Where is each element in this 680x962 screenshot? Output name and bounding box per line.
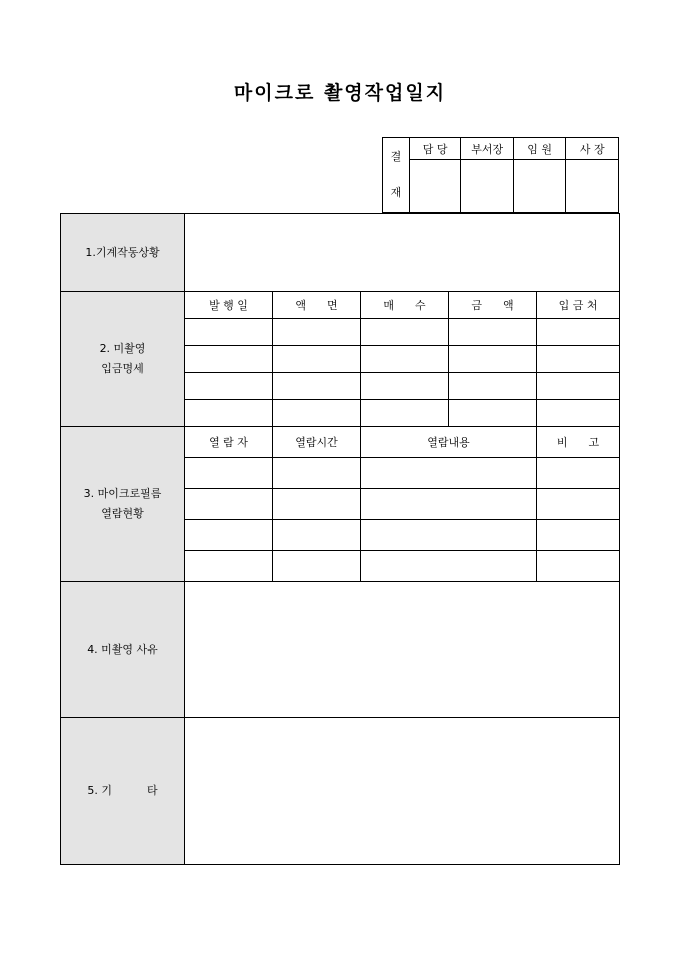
approval-sign-dept-head[interactable] bbox=[461, 160, 514, 213]
section-3-cell[interactable] bbox=[361, 489, 537, 520]
section-2-header-count: 매 수 bbox=[361, 292, 449, 319]
section-2-cell[interactable] bbox=[537, 373, 620, 400]
section-4-content[interactable] bbox=[185, 582, 620, 718]
section-2-cell[interactable] bbox=[185, 319, 273, 346]
section-2-cell[interactable] bbox=[273, 319, 361, 346]
section-3-header-viewer: 열 람 자 bbox=[185, 427, 273, 458]
section-2-cell[interactable] bbox=[449, 319, 537, 346]
section-2-cell[interactable] bbox=[537, 319, 620, 346]
approval-label-top: 결 bbox=[390, 150, 402, 163]
work-log-table bbox=[60, 213, 620, 865]
approval-label-bottom: 재 bbox=[390, 186, 402, 199]
section-2-cell[interactable] bbox=[185, 346, 273, 373]
approval-box bbox=[382, 137, 619, 213]
section-2-cell[interactable] bbox=[449, 373, 537, 400]
section-3-cell[interactable] bbox=[537, 489, 620, 520]
section-3-cell[interactable] bbox=[273, 458, 361, 489]
section-3-cell[interactable] bbox=[273, 551, 361, 582]
section-3-cell[interactable] bbox=[185, 489, 273, 520]
section-3-cell[interactable] bbox=[537, 458, 620, 489]
section-5-content[interactable] bbox=[185, 718, 620, 865]
section-2-header-amount: 금 액 bbox=[449, 292, 537, 319]
section-2-label-line1: 2. 미촬영 bbox=[99, 342, 146, 355]
section-3-cell[interactable] bbox=[273, 520, 361, 551]
section-2-cell[interactable] bbox=[449, 400, 537, 427]
section-3-label bbox=[61, 427, 185, 582]
section-2-cell[interactable] bbox=[361, 373, 449, 400]
section-3-cell[interactable] bbox=[185, 551, 273, 582]
section-3-cell[interactable] bbox=[361, 520, 537, 551]
section-2-cell[interactable] bbox=[185, 373, 273, 400]
approval-sign-manager[interactable] bbox=[409, 160, 461, 213]
section-5-label: 5. 기 타 bbox=[61, 718, 185, 865]
approval-header-dept-head: 부서장 bbox=[461, 138, 514, 160]
section-2-header-issue-date: 발 행 일 bbox=[185, 292, 273, 319]
section-2-cell[interactable] bbox=[185, 400, 273, 427]
section-2-cell[interactable] bbox=[537, 346, 620, 373]
section-3-header-view-time: 열람시간 bbox=[273, 427, 361, 458]
section-2-cell[interactable] bbox=[273, 346, 361, 373]
section-2-cell[interactable] bbox=[537, 400, 620, 427]
section-2-header-face-value: 액 면 bbox=[273, 292, 361, 319]
section-3-cell[interactable] bbox=[185, 458, 273, 489]
section-2-cell[interactable] bbox=[361, 319, 449, 346]
approval-header-executive: 임 원 bbox=[513, 138, 566, 160]
section-2-cell[interactable] bbox=[361, 400, 449, 427]
section-3-cell[interactable] bbox=[361, 551, 537, 582]
section-2-label bbox=[61, 292, 185, 427]
section-4-label: 4. 미촬영 사유 bbox=[61, 582, 185, 718]
section-1-label: 1.기계작동상황 bbox=[61, 214, 185, 292]
section-2-cell[interactable] bbox=[273, 373, 361, 400]
section-1-content[interactable] bbox=[185, 214, 620, 292]
approval-sign-president[interactable] bbox=[566, 160, 619, 213]
section-2-cell[interactable] bbox=[273, 400, 361, 427]
page-title: 마이크로 촬영작업일지 bbox=[233, 82, 447, 104]
section-3-cell[interactable] bbox=[537, 520, 620, 551]
approval-header-president: 사 장 bbox=[566, 138, 619, 160]
section-3-cell[interactable] bbox=[537, 551, 620, 582]
section-3-cell[interactable] bbox=[361, 458, 537, 489]
section-2-cell[interactable] bbox=[449, 346, 537, 373]
section-3-label-line2: 열람현황 bbox=[101, 507, 144, 520]
section-3-cell[interactable] bbox=[185, 520, 273, 551]
approval-sign-executive[interactable] bbox=[513, 160, 566, 213]
section-3-header-view-content: 열람내용 bbox=[361, 427, 537, 458]
section-3-header-remarks: 비 고 bbox=[537, 427, 620, 458]
section-2-cell[interactable] bbox=[361, 346, 449, 373]
section-3-cell[interactable] bbox=[273, 489, 361, 520]
section-3-label-line1: 3. 마이크로필름 bbox=[83, 487, 162, 500]
approval-header-manager: 담 당 bbox=[409, 138, 461, 160]
approval-label bbox=[383, 138, 410, 213]
section-2-header-payee: 입 금 처 bbox=[537, 292, 620, 319]
section-2-label-line2: 입금명세 bbox=[101, 362, 144, 375]
